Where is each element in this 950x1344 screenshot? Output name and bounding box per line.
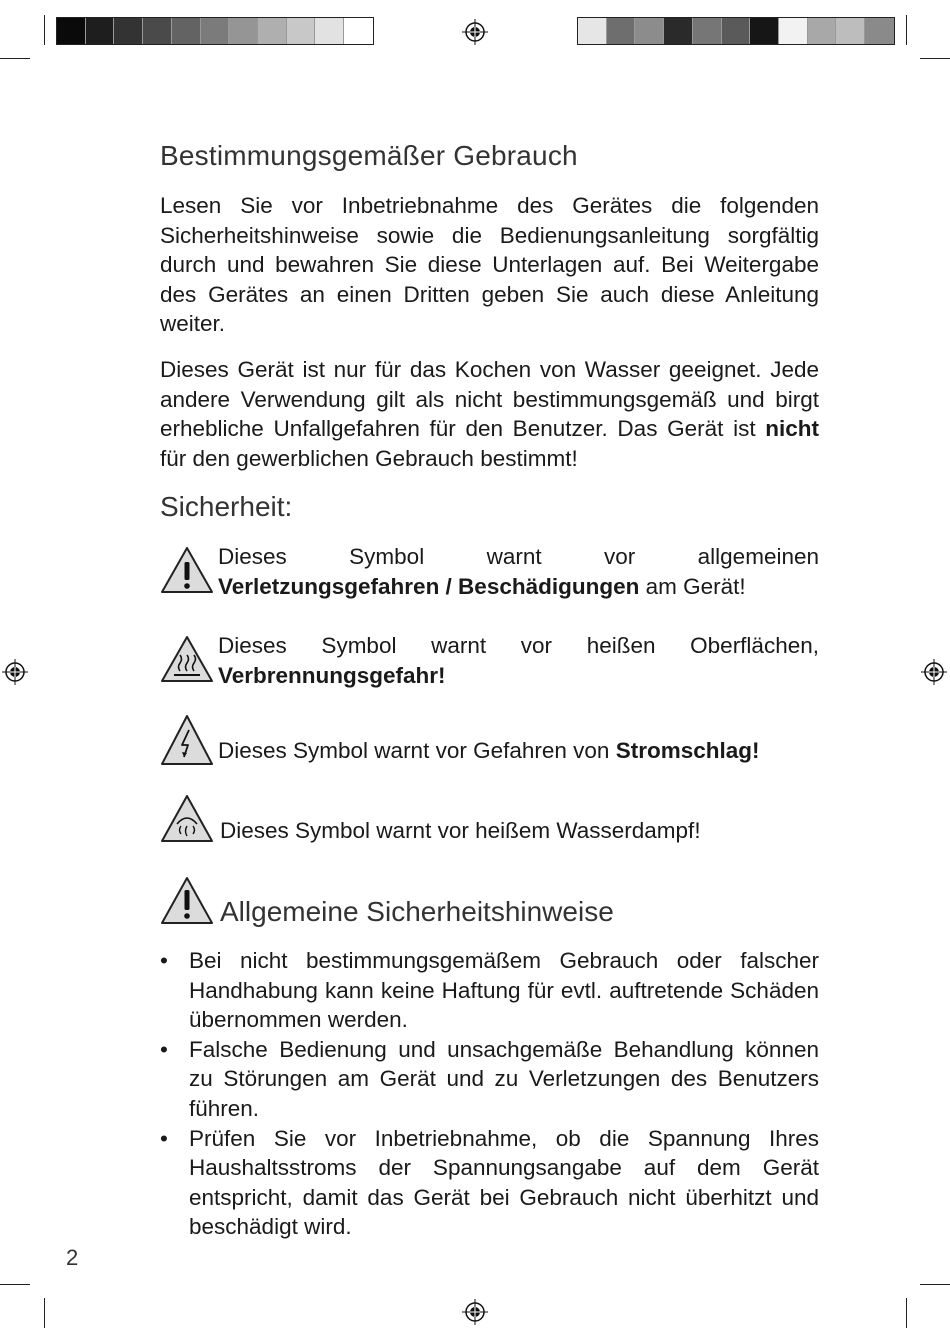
bullet-marker: • — [160, 1125, 168, 1151]
symbol-description-text-end: am Gerät! — [639, 573, 746, 599]
color-swatch — [836, 18, 865, 44]
color-swatch — [143, 18, 172, 44]
list-item-text: Falsche Bedienung und unsachgemäße Behandlung können zu Störungen am Gerät und zu Verletzungen des Benutzers führen. — [189, 1036, 819, 1121]
crop-mark — [920, 58, 950, 59]
hot-steam-warning-icon — [160, 794, 214, 844]
symbol-description-text: Dieses Symbol warnt vor allgemeinen — [218, 544, 819, 569]
color-calibration-strip-right — [577, 17, 895, 45]
symbol-description-text: Dieses Symbol warnt vor Gefahren von — [218, 738, 616, 763]
symbol-row-hot-steam — [160, 794, 819, 850]
color-swatch — [86, 18, 115, 44]
color-swatch — [258, 18, 287, 44]
color-swatch — [172, 18, 201, 44]
color-swatch — [635, 18, 664, 44]
color-swatch — [114, 18, 143, 44]
electric-shock-warning-icon — [160, 714, 214, 766]
crop-mark — [44, 1298, 45, 1328]
crop-mark — [920, 1284, 950, 1285]
list-item — [160, 1035, 819, 1124]
color-swatch — [664, 18, 693, 44]
page-number: 2 — [66, 1245, 79, 1270]
safety-heading: Sicherheit: — [160, 491, 293, 522]
crop-mark — [906, 1298, 907, 1328]
list-item — [160, 946, 819, 1035]
bullet-marker: • — [160, 1036, 168, 1062]
intro-paragraph-2-text-end: für den gewerblichen Gebrauch bestimmt! — [160, 445, 578, 471]
color-swatch — [865, 18, 894, 44]
color-swatch — [201, 18, 230, 44]
intro-paragraph-2-emphasis: nicht — [765, 416, 819, 442]
general-safety-heading: Allgemeine Sicherheitshinweise — [220, 896, 614, 927]
intro-paragraph-2 — [160, 355, 819, 473]
registration-mark-icon — [462, 1299, 488, 1325]
crop-mark — [0, 1284, 30, 1285]
color-swatch — [315, 18, 344, 44]
list-item-text: Prüfen Sie vor Inbetriebnahme, ob die Spannung Ihres Haushaltsstroms der Spannungsangabe auf dem Gerät entspricht, damit das Gerät bei Gebrauch nicht überhitzt und beschädigt wird. — [189, 1125, 819, 1240]
color-swatch — [607, 18, 636, 44]
hot-surface-warning-icon — [160, 635, 214, 683]
color-swatch — [750, 18, 779, 44]
color-swatch — [779, 18, 808, 44]
color-swatch — [693, 18, 722, 44]
crop-mark — [0, 58, 30, 59]
safety-bullet-list — [160, 946, 819, 1242]
symbol-description: Dieses Symbol warnt vor heißem Wasserdampf! — [220, 818, 701, 843]
registration-mark-icon — [462, 19, 488, 45]
crop-mark — [906, 15, 907, 45]
color-swatch — [344, 18, 373, 44]
color-swatch — [229, 18, 258, 44]
symbol-description-emphasis: Stromschlag! — [615, 738, 760, 763]
bullet-marker: • — [160, 948, 168, 973]
symbol-description-text: Dieses Symbol warnt vor heißen Oberflächen, — [218, 633, 819, 658]
color-calibration-strip-left — [56, 17, 374, 45]
color-swatch — [287, 18, 316, 44]
page-title: Bestimmungsgemäßer Gebrauch — [160, 140, 578, 171]
registration-mark-icon — [921, 659, 947, 685]
color-swatch — [722, 18, 751, 44]
symbol-description — [218, 631, 819, 690]
symbol-row-electric-shock — [160, 714, 819, 770]
list-item — [160, 1124, 819, 1242]
intro-paragraph-2-text: Dieses Gerät ist nur für das Kochen von Wasser geeignet. Jede andere Verwendung gilt als nicht bestimmungsgemäß und birgt erhebliche Unfallgefahren für den Benutzer. Das Gerät ist — [160, 357, 819, 442]
symbol-description — [218, 542, 819, 601]
intro-paragraph-1: Lesen Sie vor Inbetriebnahme des Gerätes die folgenden Sicherheitshinweise sowie die Bedienungsanleitung sorgfältig durch und bewahren Sie diese Unterlagen auf. Bei Weitergabe des Gerätes an einen Dritten geben Sie auch diese Anleitung weiter. — [160, 193, 819, 337]
color-swatch — [808, 18, 837, 44]
symbol-row-general-warning — [160, 542, 819, 602]
symbol-description-emphasis: Verletzungsgefahren / Beschädigungen — [218, 573, 640, 599]
crop-mark — [44, 15, 45, 45]
symbol-row-hot-surface — [160, 631, 819, 691]
exclamation-warning-icon — [160, 546, 214, 594]
symbol-description — [218, 736, 819, 766]
registration-mark-icon — [2, 659, 28, 685]
list-item-text: Bei nicht bestimmungsgemäßem Gebrauch oder falscher Handhabung kann keine Haftung für evtl. auftretende Schäden übernommen werden. — [189, 948, 819, 1033]
color-swatch — [57, 18, 86, 44]
color-swatch — [578, 18, 607, 44]
exclamation-warning-icon — [160, 876, 214, 926]
symbol-description-emphasis: Verbrennungsgefahr! — [218, 662, 446, 688]
